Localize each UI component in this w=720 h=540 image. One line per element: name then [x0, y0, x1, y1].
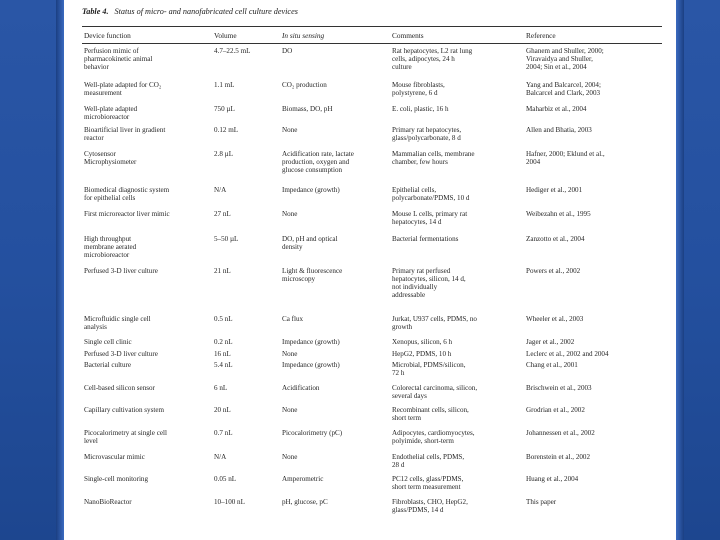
cell-comments: Mouse L cells, primary rat hepatocytes, 14 d [392, 210, 468, 227]
cell-sensing: Impedance (growth) [282, 361, 340, 369]
cell-reference: Johannessen et al., 2002 [526, 429, 595, 437]
cell-volume: 0.12 mL [214, 126, 239, 134]
cell-volume: 0.05 nL [214, 475, 237, 483]
cell-device-function: Microvascular mimic [84, 453, 145, 461]
cell-device-function: High throughput membrane aerated microbioreactor [84, 235, 137, 260]
cell-volume: 0.7 nL [214, 429, 233, 437]
cell-sensing: DO [282, 47, 293, 55]
cell-device-function: Bacterial culture [84, 361, 132, 369]
cell-comments: Rat hepatocytes, L2 rat lung cells, adipocytes, 24 h culture [392, 47, 473, 72]
cell-device-function: Well-plate adapted microbioreactor [84, 105, 138, 122]
cell-device-function: First microreactor liver mimic [84, 210, 170, 218]
cell-volume: 1.1 mL [214, 81, 235, 89]
cell-comments: Primary rat perfused hepatocytes, silicon, 14 d, not individually addressable [392, 267, 466, 300]
cell-device-function: Biomedical diagnostic system for epithelial cells [84, 186, 170, 203]
slide-frame-left [56, 0, 64, 540]
cell-sensing: DO, pH and optical density [282, 235, 338, 252]
cell-reference: Borenstein et al., 2002 [526, 453, 591, 461]
cell-volume: 2.8 µL [214, 150, 234, 158]
cell-sensing: pH, glucose, pC [282, 498, 328, 506]
cell-volume: 5.4 nL [214, 361, 233, 369]
cell-reference: Weibezahn et al., 1995 [526, 210, 591, 218]
cell-sensing: None [282, 126, 298, 134]
cell-sensing: None [282, 406, 298, 414]
cell-volume: N/A [214, 453, 227, 461]
cell-volume: 6 nL [214, 384, 228, 392]
cell-volume: 4.7–22.5 mL [214, 47, 251, 55]
cell-comments: E. coli, plastic, 16 h [392, 105, 449, 113]
cell-comments: Epithelial cells, polycarbonate/PDMS, 10 d [392, 186, 470, 203]
table-caption-label: Table 4. [82, 7, 109, 16]
cell-device-function: Cytosensor Microphysiometer [84, 150, 137, 167]
cell-sensing: None [282, 350, 298, 358]
cell-sensing: Light & fluorescence microscopy [282, 267, 343, 284]
cell-reference: Hediger et al., 2001 [526, 186, 583, 194]
cell-reference: Maharbiz et al., 2004 [526, 105, 587, 113]
cell-sensing: Impedance (growth) [282, 338, 340, 346]
cell-device-function: Single-cell monitoring [84, 475, 149, 483]
cell-sensing: Amperometric [282, 475, 324, 483]
cell-device-function: Perfused 3-D liver culture [84, 350, 158, 358]
cell-reference: Huang et al., 2004 [526, 475, 579, 483]
cell-volume: 0.2 nL [214, 338, 233, 346]
cell-volume: 10–100 nL [214, 498, 245, 506]
cell-comments: Colorectal carcinoma, silicon, several days [392, 384, 478, 401]
cell-comments: Bacterial fermentations [392, 235, 459, 243]
cell-reference: Wheeler et al., 2003 [526, 315, 584, 323]
cell-comments: Primary rat hepatocytes, glass/polycarbonate, 8 d [392, 126, 462, 143]
cell-comments: Jurkat, U937 cells, PDMS, no growth [392, 315, 477, 332]
cell-reference: Jager et al., 2002 [526, 338, 575, 346]
cell-comments: HepG2, PDMS, 10 h [392, 350, 452, 358]
cell-reference: Leclerc et al., 2002 and 2004 [526, 350, 609, 358]
cell-device-function: Bioartificial liver in gradient reactor [84, 126, 166, 143]
slide-frame-right [676, 0, 684, 540]
cell-sensing: Ca flux [282, 315, 304, 323]
cell-reference: Allen and Bhatia, 2003 [526, 126, 592, 134]
cell-reference: Brischwein et al., 2003 [526, 384, 592, 392]
cell-device-function: Cell-based silicon sensor [84, 384, 155, 392]
cell-sensing: Biomass, DO, pH [282, 105, 333, 113]
cell-sensing: None [282, 453, 298, 461]
cell-comments: Mammalian cells, membrane chamber, few hours [392, 150, 475, 167]
cell-device-function: Microfluidic single cell analysis [84, 315, 151, 332]
table-top-rule [82, 26, 662, 27]
cell-volume: 5–50 µL [214, 235, 239, 243]
column-header-reference: Reference [526, 31, 556, 40]
table-caption-text: Status of micro- and nanofabricated cell culture devices [114, 7, 298, 16]
cell-comments: Xenopus, silicon, 6 h [392, 338, 453, 346]
column-header-device-function: Device function [84, 31, 131, 40]
cell-volume: 750 µL [214, 105, 235, 113]
cell-volume: 27 nL [214, 210, 231, 218]
table-caption [82, 7, 298, 16]
cell-volume: 16 nL [214, 350, 231, 358]
cell-reference: Yang and Balcarcel, 2004; Balcarcel and Clark, 2003 [526, 81, 601, 98]
cell-volume: N/A [214, 186, 227, 194]
document-page [64, 0, 676, 540]
cell-device-function: Perfused 3-D liver culture [84, 267, 158, 275]
cell-reference: Chang et al., 2001 [526, 361, 578, 369]
cell-volume: 20 nL [214, 406, 231, 414]
cell-volume: 21 nL [214, 267, 231, 275]
cell-sensing: None [282, 210, 298, 218]
cell-comments: PC12 cells, glass/PDMS, short term measurement [392, 475, 464, 492]
cell-sensing: Impedance (growth) [282, 186, 340, 194]
cell-comments: Fibroblasts, CHO, HepG2, glass/PDMS, 14 d [392, 498, 468, 515]
column-header-comments: Comments [392, 31, 424, 40]
cell-device-function: Well-plate adapted for CO₂ measurement [84, 81, 162, 98]
cell-device-function: Capillary cultivation system [84, 406, 164, 414]
cell-reference: Zanzotto et al., 2004 [526, 235, 585, 243]
cell-comments: Microbial, PDMS/silicon, 72 h [392, 361, 466, 378]
cell-reference: Grodrian et al., 2002 [526, 406, 585, 414]
cell-device-function: Single cell clinic [84, 338, 132, 346]
cell-reference: Ghanem and Shuller, 2000; Viravaidya and Shuller, 2004; Sin et al., 2004 [526, 47, 604, 72]
cell-reference: Powers et al., 2002 [526, 267, 581, 275]
cell-sensing: Acidification rate, lactate production, oxygen and glucose consumption [282, 150, 354, 175]
cell-reference: This paper [526, 498, 557, 506]
column-header-volume: Volume [214, 31, 237, 40]
column-header-in-situ-sensing: In situ sensing [282, 31, 325, 40]
cell-reference: Hafner, 2000; Eklund et al., 2004 [526, 150, 605, 167]
cell-comments: Adipocytes, cardiomyocytes, polyimide, short-term [392, 429, 475, 446]
cell-volume: 0.5 nL [214, 315, 233, 323]
cell-device-function: NanoBioReactor [84, 498, 132, 506]
cell-sensing: Acidification [282, 384, 320, 392]
cell-comments: Recombinant cells, silicon, short term [392, 406, 469, 423]
cell-sensing: Picocalorimetry (pC) [282, 429, 343, 437]
cell-sensing: CO₂ production [282, 81, 327, 89]
cell-device-function: Perfusion mimic of pharmacokinetic animal behavior [84, 47, 153, 72]
cell-device-function: Picocalorimetry at single cell level [84, 429, 167, 446]
cell-comments: Endothelial cells, PDMS, 28 d [392, 453, 465, 470]
cell-comments: Mouse fibroblasts, polystyrene, 6 d [392, 81, 445, 98]
table-header-rule [82, 43, 662, 44]
